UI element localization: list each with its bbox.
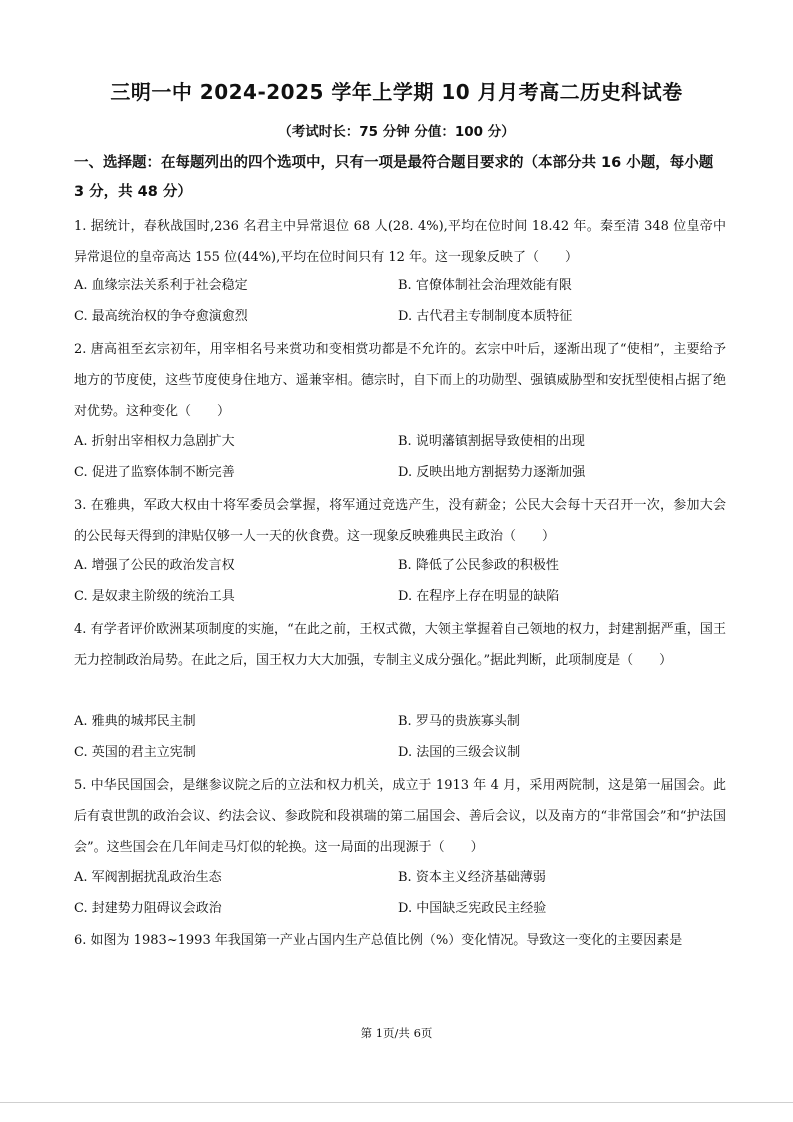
question-3-option-a: A. 增强了公民的政治发言权 xyxy=(74,558,235,573)
question-1-option-a: A. 血缘宗法关系利于社会稳定 xyxy=(74,278,248,293)
question-1-option-b: B. 官僚体制社会治理效能有限 xyxy=(398,278,572,293)
question-2-option-d: D. 反映出地方割据势力逐渐加强 xyxy=(398,465,586,480)
question-4-option-a: A. 雅典的城邦民主制 xyxy=(74,714,196,729)
question-2-stem: 2. 唐高祖至玄宗初年，用宰相名号来赏功和变相赏功都是不允许的。玄宗中叶后，逐渐出现了“使相”，主要给予地方的节度使，这些节度使身住地方、遥兼宰相。德宗时，自下而上的功勋型、强镇威胁型和安抚型使相占据了绝对优势。这种变化（ ） xyxy=(74,342,726,419)
exam-duration-score: （考试时长：75 分钟 分值：100 分） xyxy=(278,124,515,140)
exam-title: 三明一中 2024-2025 学年上学期 10 月月考高二历史科试卷 xyxy=(110,80,683,104)
question-4-stem: 4. 有学者评价欧洲某项制度的实施，“在此之前，王权式微，大领主掌握着自己领地的权力，封建割据严重，国王无力控制政治局势。在此之后，国王权力大大加强，专制主义成分强化。”据此判断，此项制度是（ ） xyxy=(74,622,726,668)
question-5-option-b: B. 资本主义经济基础薄弱 xyxy=(398,870,546,885)
question-2-option-c: C. 促进了监察体制不断完善 xyxy=(74,465,235,480)
question-1-stem: 1. 据统计，春秋战国时,236 名君主中异常退位 68 人(28. 4%),平均在位时间 18.42 年。秦至清 348 位皇帝中异常退位的皇帝高达 155 位(44%),平均在位时间只有 12 年。这一现象反映了（ ） xyxy=(74,219,726,265)
question-3-stem: 3. 在雅典，军政大权由十将军委员会掌握，将军通过竞选产生，没有薪金；公民大会每十天召开一次，参加大会的公民每天得到的津贴仅够一人一天的伙食费。这一现象反映雅典民主政治（ ） xyxy=(74,498,726,544)
question-3-option-c: C. 是奴隶主阶级的统治工具 xyxy=(74,589,235,604)
question-2-option-b: B. 说明藩镇割据导致使相的出现 xyxy=(398,434,585,449)
question-5-stem: 5. 中华民国国会，是继参议院之后的立法和权力机关，成立于 1913 年 4 月，采用两院制，这是第一届国会。此后有袁世凯的政治会议、约法会议、参政院和段祺瑞的第二届国会、善后会议，以及南方的“非常国会”和“护法国会”。这些国会在几年间走马灯似的轮换。这一局面的出现源于（ ） xyxy=(74,778,726,855)
question-4-option-d: D. 法国的三级会议制 xyxy=(398,745,521,760)
page-number: 第 1页/共 6页 xyxy=(360,1026,433,1040)
question-5-option-d: D. 中国缺乏宪政民主经验 xyxy=(398,901,547,916)
question-2-option-a: A. 折射出宰相权力急剧扩大 xyxy=(74,434,235,449)
question-4-option-c: C. 英国的君主立宪制 xyxy=(74,745,196,760)
section-heading: 一、选择题：在每题列出的四个选项中，只有一项是最符合题目要求的（本部分共 16 小题，每小题 3 分，共 48 分） xyxy=(74,155,714,200)
question-3-option-b: B. 降低了公民参政的积极性 xyxy=(398,558,559,573)
question-6-stem: 6. 如图为 1983~1993 年我国第一产业占国内生产总值比例（%）变化情况。导致这一变化的主要因素是 xyxy=(74,933,683,948)
question-5-option-a: A. 军阀割据扰乱政治生态 xyxy=(74,870,222,885)
question-1-option-d: D. 古代君主专制制度本质特征 xyxy=(398,309,573,324)
question-1-option-c: C. 最高统治权的争夺愈演愈烈 xyxy=(74,309,248,324)
question-4-option-b: B. 罗马的贵族寡头制 xyxy=(398,714,520,729)
question-5-option-c: C. 封建势力阻碍议会政治 xyxy=(74,901,222,916)
page-bottom-divider xyxy=(0,1102,793,1103)
question-3-option-d: D. 在程序上存在明显的缺陷 xyxy=(398,589,560,604)
